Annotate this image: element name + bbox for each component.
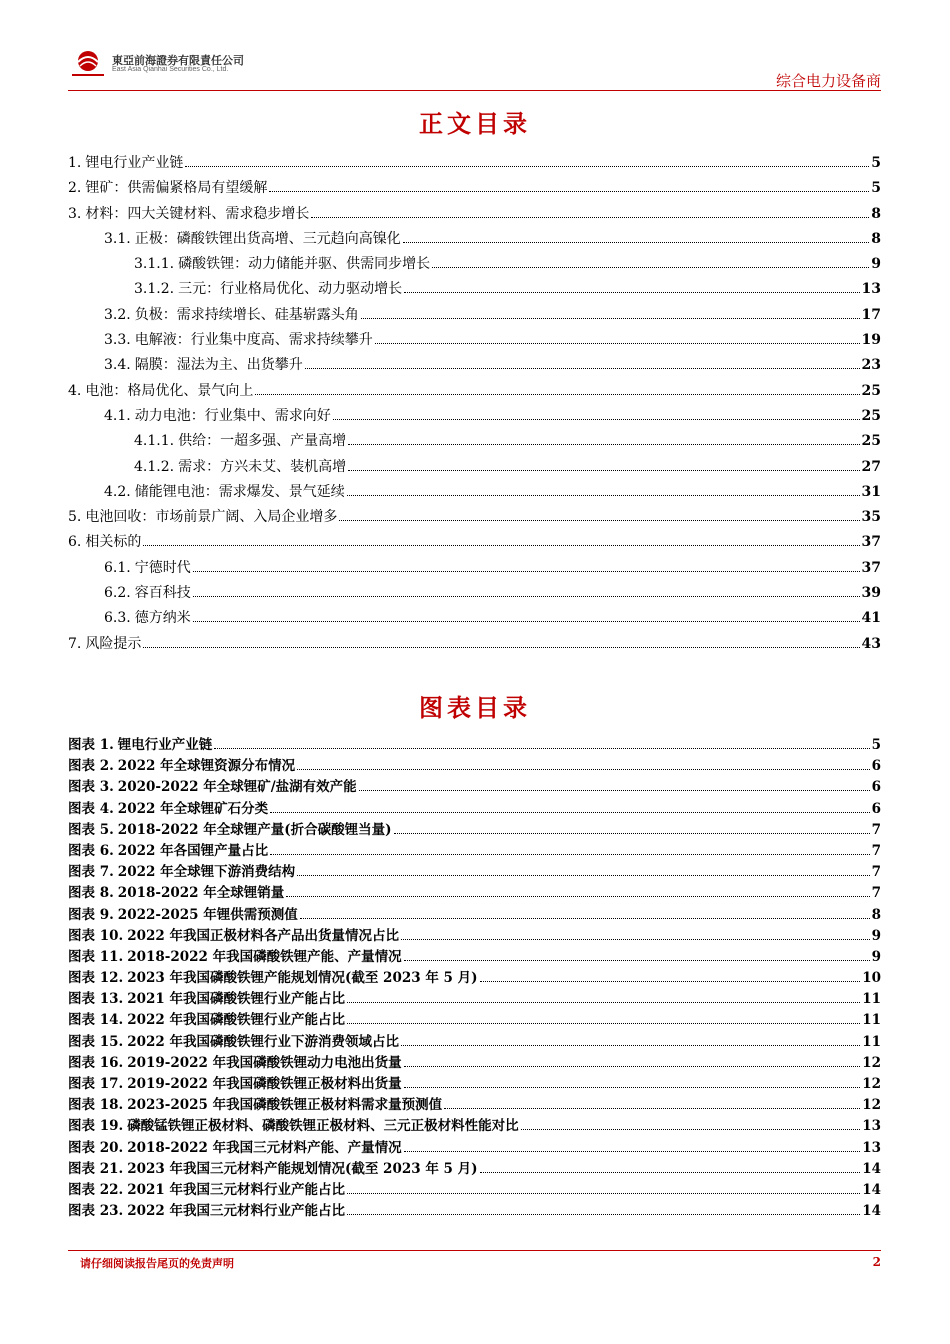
dot-leader (311, 216, 869, 218)
figure-entry-page: 6 (871, 800, 881, 817)
toc-entry-title: 动力电池：行业集中、需求向好 (134, 407, 331, 424)
figure-entry-text (68, 1202, 345, 1220)
toc-entry[interactable] (68, 634, 881, 659)
figure-entry[interactable] (68, 927, 881, 948)
figure-entry[interactable] (68, 1096, 881, 1117)
toc-entry-text (104, 229, 401, 249)
figure-entry-label: 图表 18. (68, 1097, 124, 1114)
figure-entry-label: 图表 1. (68, 737, 114, 753)
toc-entry[interactable] (68, 305, 881, 330)
toc-entry-page: 37 (861, 559, 881, 576)
toc-entry-text (104, 558, 191, 578)
figure-entry-page: 14 (862, 1160, 881, 1177)
toc-title: 正文目录 (419, 109, 531, 138)
footer-divider (68, 1250, 881, 1251)
figure-entry-page: 5 (871, 737, 881, 753)
figure-entry-text (68, 1011, 345, 1029)
figure-entry[interactable] (68, 757, 881, 778)
figure-entry-text (68, 990, 345, 1008)
dot-leader (347, 494, 860, 496)
figure-entry-text (68, 863, 295, 881)
figure-entry-title: 2022 年我国磷酸铁锂行业产能占比 (127, 1012, 345, 1029)
figure-entry[interactable] (68, 1202, 881, 1223)
toc-entry-page: 23 (861, 357, 881, 374)
toc-entry-title: 风险提示 (85, 635, 142, 652)
header-divider (68, 90, 881, 91)
figure-entry-page: 13 (862, 1118, 881, 1135)
toc-entry[interactable] (68, 153, 881, 178)
dot-leader (480, 1171, 861, 1173)
dot-leader (347, 1001, 860, 1003)
dot-leader (143, 544, 859, 546)
toc-entry[interactable] (68, 204, 881, 229)
toc-entry-number: 2. (68, 180, 82, 197)
figure-entry-label: 图表 14. (68, 1012, 124, 1029)
figure-entry-page: 10 (862, 970, 881, 987)
figure-entry-title: 2018-2022 年我国三元材料产能、产量情况 (127, 1139, 402, 1156)
figure-entry-page: 13 (862, 1139, 881, 1156)
figure-entry-title: 2019-2022 年我国磷酸铁锂动力电池出货量 (127, 1054, 402, 1071)
figure-entry-title: 2021 年我国磷酸铁锂行业产能占比 (127, 991, 345, 1008)
toc-entry[interactable] (68, 558, 881, 583)
figure-entry-label: 图表 8. (68, 885, 114, 902)
figure-entry[interactable] (68, 736, 881, 757)
figure-entry-title: 2022 年我国磷酸铁锂行业下游消费领域占比 (127, 1033, 399, 1050)
figure-entry[interactable] (68, 1011, 881, 1032)
toc-entry-title: 供给：一超多强、产量高增 (178, 433, 347, 450)
toc-entry-number: 6.1. (104, 559, 131, 576)
figure-entry[interactable] (68, 884, 881, 905)
figure-entry-text (68, 927, 399, 945)
figure-entry[interactable] (68, 821, 881, 842)
toc-entry-title: 隔膜：湿法为主、出货攀升 (134, 357, 303, 374)
toc-entry-text (134, 254, 430, 274)
dot-leader (297, 874, 870, 876)
figure-entry-label: 图表 20. (68, 1139, 124, 1156)
toc-entry-page: 31 (861, 483, 881, 500)
dot-leader (444, 1107, 860, 1109)
figure-entry-text (68, 821, 392, 839)
figure-entry-title: 2018-2022 年我国磷酸铁锂产能、产量情况 (127, 948, 402, 965)
dot-leader (432, 266, 869, 268)
figure-entry-label: 图表 7. (68, 864, 114, 881)
toc-entry-title: 正极：磷酸铁锂出货高增、三元趋向高镍化 (134, 230, 401, 247)
figure-entry-text (68, 778, 357, 796)
figure-entry-page: 12 (862, 1054, 881, 1071)
dot-leader (348, 469, 859, 471)
toc-entry-page: 8 (871, 230, 881, 247)
figure-entry-page: 11 (862, 1033, 881, 1050)
toc-entry-page: 35 (861, 509, 881, 526)
toc-entry-text (104, 305, 359, 325)
toc-entry-number: 3.2. (104, 306, 131, 323)
toc-entry-title: 宁德时代 (134, 559, 191, 576)
figure-entry-title: 2022 年我国正极材料各产品出货量情况占比 (127, 927, 399, 944)
dot-leader (193, 620, 860, 622)
dot-leader (347, 1192, 860, 1194)
figure-entry[interactable] (68, 842, 881, 863)
figure-entry-label: 图表 10. (68, 927, 124, 944)
dot-leader (185, 165, 869, 167)
toc-entry-number: 3.1. (104, 230, 131, 247)
footer-disclaimer: 请仔细阅读报告尾页的免责声明 (80, 1257, 234, 1270)
toc-entry-text (68, 634, 141, 654)
toc-entry-number: 3.1.1. (134, 256, 175, 273)
dot-leader (297, 768, 870, 770)
toc-entry-text (104, 608, 191, 628)
figure-entry-title: 磷酸锰铁锂正极材料、磷酸铁锂正极材料、三元正极材料性能对比 (127, 1118, 519, 1135)
figure-entry[interactable] (68, 1139, 881, 1160)
toc-entry-text (104, 330, 373, 350)
figure-entry-label: 图表 6. (68, 842, 114, 859)
toc-entry-number: 7. (68, 635, 82, 652)
toc-entry-page: 5 (871, 180, 881, 197)
dot-leader (305, 367, 860, 369)
toc-entry-number: 4.1.1. (134, 433, 175, 450)
dot-leader (401, 1044, 860, 1046)
dot-leader (347, 1022, 860, 1024)
dot-leader (480, 980, 861, 982)
toc-entry-text (68, 507, 337, 527)
toc-entry-text (134, 279, 402, 299)
toc-entry-page: 19 (861, 332, 881, 349)
toc-entry-title: 锂矿：供需偏紧格局有望缓解 (85, 180, 268, 197)
figure-entry-text (68, 884, 284, 902)
figure-entry-title: 2022-2025 年锂供需预测值 (117, 906, 298, 923)
figure-entry[interactable] (68, 863, 881, 884)
figure-entry-title: 2019-2022 年我国磷酸铁锂正极材料出货量 (127, 1076, 402, 1092)
toc-entry-number: 3. (68, 205, 82, 222)
toc-entry-text (68, 532, 141, 552)
figure-entry-text (68, 1117, 519, 1135)
figure-entry-page: 7 (871, 885, 881, 902)
figure-entry[interactable] (68, 1033, 881, 1054)
toc-entry[interactable] (68, 254, 881, 279)
figure-entry-text (68, 1033, 399, 1051)
dot-leader (255, 393, 859, 395)
toc-entry-title: 磷酸铁锂：动力储能并驱、供需同步增长 (178, 256, 431, 273)
figure-entry-text (68, 969, 478, 987)
toc-entry-number: 4.1. (104, 407, 131, 424)
toc-entry-page: 8 (871, 205, 881, 222)
figure-entry-page: 7 (871, 842, 881, 859)
toc-entry-page: 13 (861, 281, 881, 298)
dot-leader (375, 342, 860, 344)
page-header (68, 48, 881, 93)
dot-leader (404, 1086, 861, 1088)
toc-entry-text (68, 178, 267, 198)
toc-entry[interactable] (68, 229, 881, 254)
toc-entry-number: 6.3. (104, 610, 131, 627)
figure-entry-label: 图表 13. (68, 991, 124, 1008)
figure-entry-title: 2023 年我国磷酸铁锂产能规划情况(截至 2023 年 5 月) (127, 970, 478, 987)
toc-entry-title: 锂电行业产业链 (85, 155, 184, 171)
figure-entry-title: 2022 年全球锂下游消费结构 (117, 864, 296, 881)
figure-entry-title: 2018-2022 年全球锂销量 (117, 885, 285, 902)
toc-entry-text (68, 153, 183, 173)
toc-entry-title: 电解液：行业集中度高、需求持续攀升 (134, 332, 373, 349)
figure-entry-label: 图表 23. (68, 1203, 124, 1220)
toc-entry-page: 27 (861, 458, 881, 475)
toc-entry-title: 材料：四大关键材料、需求稳步增长 (85, 205, 310, 222)
toc-entry-number: 5. (68, 509, 82, 526)
figure-entry-text (68, 906, 298, 924)
figure-entry-title: 2020-2022 年全球锂矿/盐湖有效产能 (117, 779, 357, 796)
dot-leader (333, 418, 860, 420)
toc-entry-text (134, 457, 346, 477)
dot-leader (404, 1150, 861, 1152)
figure-entry-page: 7 (871, 864, 881, 881)
dot-leader (269, 190, 869, 192)
toc-entry-number: 4.2. (104, 483, 131, 500)
figure-entry-page: 9 (871, 948, 881, 965)
dot-leader (286, 895, 869, 897)
toc-entry[interactable] (68, 431, 881, 456)
dot-leader (404, 291, 859, 293)
figure-entry-text (68, 1139, 402, 1157)
figure-entry[interactable] (68, 948, 881, 969)
toc-entry-page: 17 (861, 306, 881, 323)
toc-entry-page: 37 (861, 534, 881, 551)
dot-leader (143, 646, 859, 648)
toc-entry-title: 三元：行业格局优化、动力驱动增长 (178, 281, 403, 298)
toc-entry-text (104, 482, 345, 502)
toc-entry-text (104, 355, 303, 375)
figure-entry[interactable] (68, 778, 881, 799)
figure-entry-page: 8 (871, 906, 881, 923)
company-logo-icon (68, 48, 108, 80)
figure-entry-label: 图表 19. (68, 1118, 124, 1135)
toc-entry[interactable] (68, 178, 881, 203)
toc-entry-page: 25 (861, 407, 881, 424)
toc-entry[interactable] (68, 608, 881, 633)
toc-entry[interactable] (68, 482, 881, 507)
figure-entry-title: 2022 年全球锂资源分布情况 (117, 758, 296, 775)
figure-entry-label: 图表 3. (68, 779, 114, 796)
toc-entry-page: 25 (861, 382, 881, 399)
figure-entry-title: 2022 年我国三元材料行业产能占比 (127, 1203, 345, 1220)
figure-entry-text (68, 1054, 402, 1072)
toc-entry-page: 41 (861, 610, 881, 627)
figure-entry-text (68, 842, 268, 860)
figure-entry-title: 2021 年我国三元材料行业产能占比 (127, 1181, 345, 1198)
toc-entry[interactable] (68, 457, 881, 482)
figure-entry[interactable] (68, 990, 881, 1011)
figure-entry-label: 图表 21. (68, 1160, 124, 1177)
toc-entry-text (104, 583, 191, 603)
figure-entry[interactable] (68, 1075, 881, 1096)
figure-entry-text (68, 736, 212, 754)
dot-leader (348, 443, 859, 445)
toc-entry[interactable] (68, 279, 881, 304)
figure-entry-title: 2023 年我国三元材料产能规划情况(截至 2023 年 5 月) (127, 1160, 478, 1177)
toc-entry[interactable] (68, 355, 881, 380)
dot-leader (300, 917, 870, 919)
toc-entry-title: 容百科技 (134, 585, 191, 602)
figure-entry[interactable] (68, 800, 881, 821)
dot-leader (361, 317, 860, 319)
dot-leader (193, 595, 860, 597)
figure-entry-label: 图表 22. (68, 1181, 124, 1198)
toc-entry[interactable] (68, 330, 881, 355)
toc-entry-number: 4. (68, 382, 82, 399)
figure-entry-page: 14 (862, 1203, 881, 1220)
figure-entry-label: 图表 9. (68, 906, 114, 923)
figure-entry-page: 12 (862, 1097, 881, 1114)
page-number: 2 (872, 1255, 881, 1269)
table-of-contents (68, 153, 881, 659)
dot-leader (347, 1213, 860, 1215)
toc-entry-title: 电池回收：市场前景广阔、入局企业增多 (85, 509, 338, 526)
figure-entry-label: 图表 2. (68, 758, 114, 775)
toc-entry-number: 3.1.2. (134, 281, 175, 298)
toc-entry-number: 6.2. (104, 585, 131, 602)
toc-entry[interactable] (68, 406, 881, 431)
toc-entry-title: 储能锂电池：需求爆发、景气延续 (134, 483, 345, 500)
toc-entry[interactable] (68, 583, 881, 608)
toc-entry[interactable] (68, 507, 881, 532)
figure-entry[interactable] (68, 906, 881, 927)
dot-leader (403, 241, 870, 243)
toc-entry-page: 43 (861, 635, 881, 652)
dot-leader (401, 938, 870, 940)
figure-entry-label: 图表 11. (68, 948, 124, 965)
figure-entry[interactable] (68, 1054, 881, 1075)
figure-entry-page: 12 (862, 1076, 881, 1092)
toc-entry-number: 3.3. (104, 332, 131, 349)
toc-entry-number: 1. (68, 155, 82, 171)
toc-entry-page: 39 (861, 585, 881, 602)
figure-entry-label: 图表 12. (68, 970, 124, 987)
figure-entry-title: 2018-2022 年全球锂产量(折合碳酸锂当量) (117, 821, 392, 838)
toc-entry[interactable] (68, 381, 881, 406)
figure-entry-label: 图表 4. (68, 800, 114, 817)
figure-entry[interactable] (68, 1160, 881, 1181)
toc-entry-page: 9 (871, 256, 881, 273)
dot-leader (214, 747, 869, 749)
toc-entry-number: 4.1.2. (134, 458, 175, 475)
company-name-en: East Asia Qianhai Securities Co., Ltd. (112, 66, 229, 73)
figure-entry-page: 14 (862, 1181, 881, 1198)
dot-leader (339, 519, 859, 521)
dot-leader (359, 789, 870, 791)
figure-entry-page: 9 (871, 927, 881, 944)
toc-entry-title: 德方纳米 (134, 610, 191, 627)
toc-entry-number: 3.4. (104, 357, 131, 374)
figure-entry-page: 11 (862, 1012, 881, 1029)
figure-entry-page: 7 (871, 821, 881, 838)
figure-entry-text (68, 757, 295, 775)
figure-entry-text (68, 800, 268, 818)
toc-entry-text (68, 204, 309, 224)
toc-entry-page: 5 (871, 155, 881, 171)
figure-entry-title: 2022 年各国锂产量占比 (117, 842, 269, 859)
toc-entry-title: 电池：格局优化、景气向上 (85, 382, 254, 399)
figure-list (68, 736, 881, 1223)
dot-leader (270, 811, 870, 813)
toc-entry-text (134, 431, 346, 451)
figure-entry-label: 图表 5. (68, 821, 114, 838)
figure-entry[interactable] (68, 1181, 881, 1202)
figure-entry-label: 图表 17. (68, 1076, 124, 1092)
toc-entry-page: 25 (861, 433, 881, 450)
toc-entry-text (104, 406, 331, 426)
figure-entry-page: 6 (871, 779, 881, 796)
dot-leader (270, 853, 870, 855)
figure-entry-title: 2022 年全球锂矿石分类 (117, 800, 269, 817)
figure-entry-page: 6 (871, 758, 881, 775)
figure-entry-page: 11 (862, 991, 881, 1008)
figure-entry-text (68, 1075, 402, 1093)
figure-list-title: 图表目录 (419, 693, 531, 722)
figure-entry-title: 2023-2025 年我国磷酸铁锂正极材料需求量预测值 (127, 1097, 443, 1114)
report-category: 综合电力设备商 (775, 72, 881, 90)
figure-entry-title: 锂电行业产业链 (117, 737, 213, 753)
dot-leader (521, 1128, 861, 1130)
toc-entry-number: 6. (68, 534, 82, 551)
figure-entry[interactable] (68, 1117, 881, 1138)
toc-entry-title: 需求：方兴未艾、装机高增 (178, 458, 347, 475)
dot-leader (394, 832, 870, 834)
figure-entry-text (68, 1181, 345, 1199)
figure-entry-text (68, 948, 402, 966)
dot-leader (404, 959, 870, 961)
figure-entry-text (68, 1160, 478, 1178)
dot-leader (404, 1065, 861, 1067)
toc-entry-title: 负极：需求持续增长、硅基崭露头角 (134, 306, 359, 323)
figure-entry-label: 图表 15. (68, 1033, 124, 1050)
figure-entry-label: 图表 16. (68, 1054, 124, 1071)
figure-entry-text (68, 1096, 442, 1114)
toc-entry-title: 相关标的 (85, 534, 142, 551)
toc-entry-text (68, 381, 253, 401)
toc-entry[interactable] (68, 532, 881, 557)
company-name-cn: 東亞前海證券有限責任公司 (112, 54, 244, 67)
figure-entry[interactable] (68, 969, 881, 990)
dot-leader (193, 570, 860, 572)
